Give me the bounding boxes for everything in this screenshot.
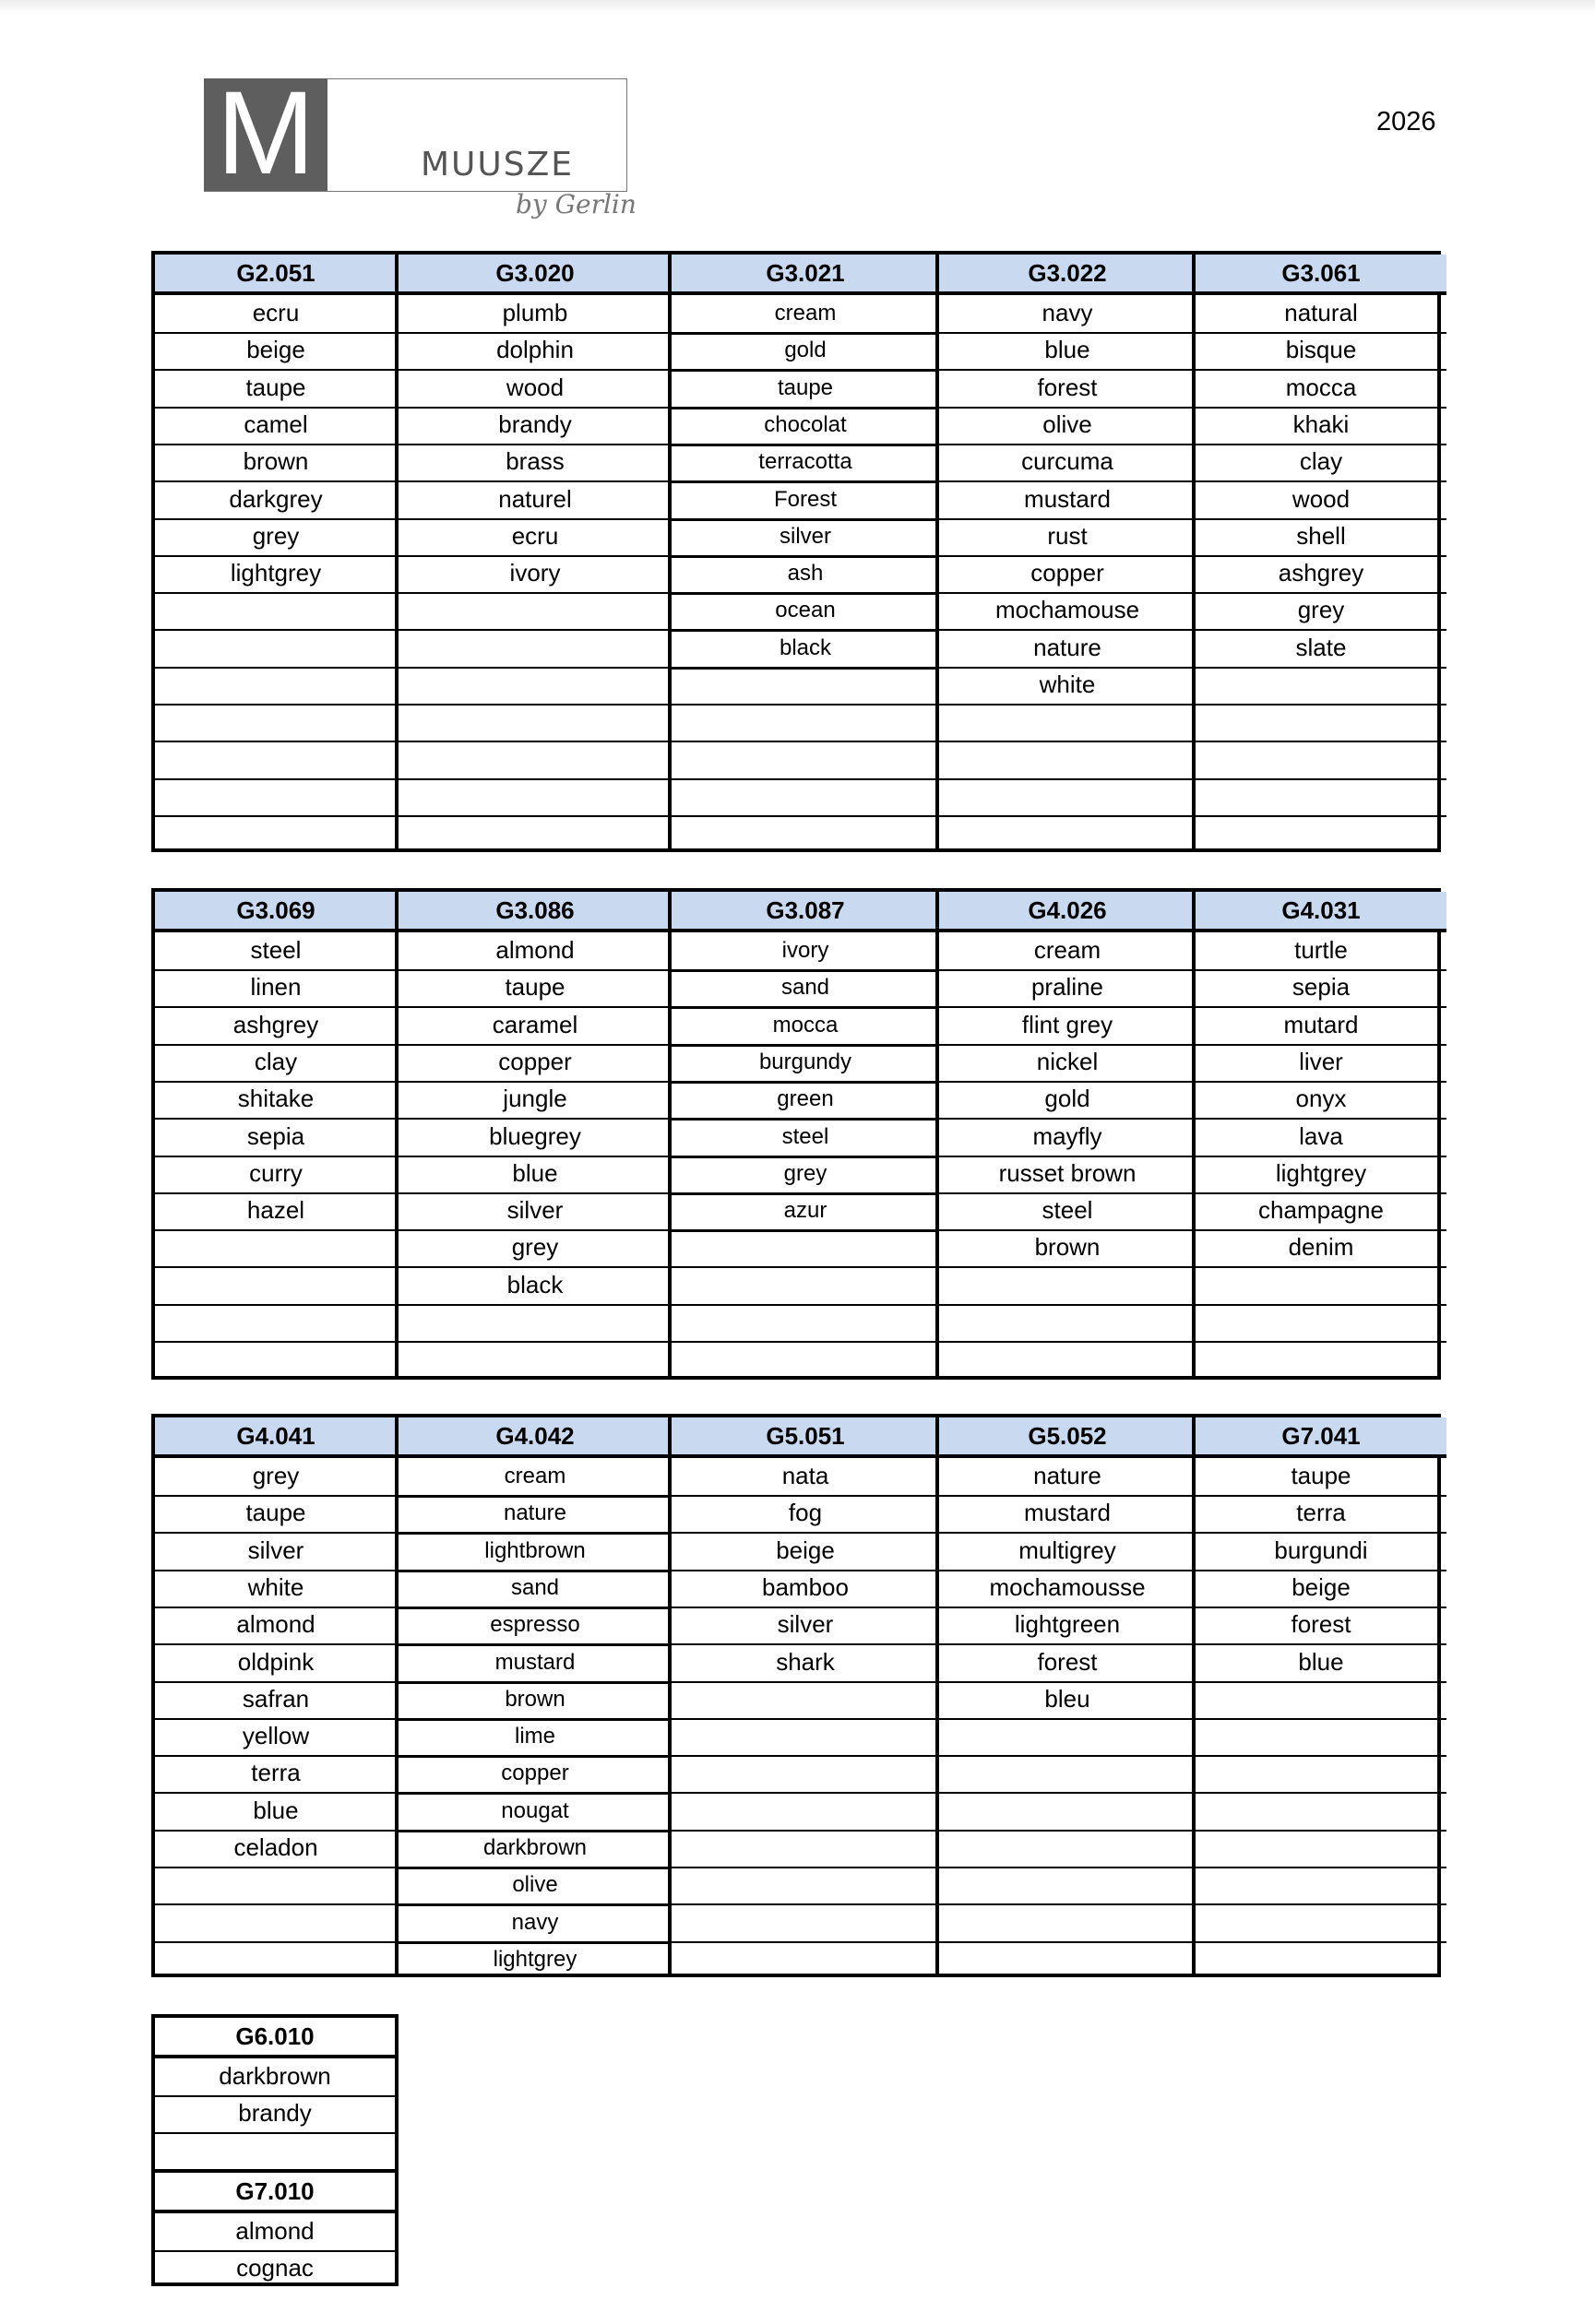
color-column	[1192, 892, 1446, 1376]
color-cell: denim	[1196, 1229, 1446, 1268]
empty-cell	[672, 1867, 939, 1905]
empty-cell	[399, 1341, 672, 1378]
color-table-block	[151, 1414, 1441, 1977]
color-cell: ivory	[399, 555, 672, 594]
empty-cell	[155, 815, 397, 852]
color-cell: nata	[672, 1458, 939, 1497]
empty-cell	[399, 741, 672, 780]
article-code-header: G4.041	[155, 1417, 397, 1458]
empty-cell	[672, 1904, 939, 1943]
color-cell: ecru	[155, 295, 397, 334]
color-cell: terra	[155, 1755, 397, 1794]
color-cell: Forest	[672, 481, 939, 521]
logo-wordmark: MUUSZE	[421, 146, 575, 184]
color-cell: caramel	[399, 1007, 672, 1046]
empty-cell	[1196, 778, 1446, 817]
color-cell: curcuma	[939, 444, 1196, 482]
empty-cell	[672, 667, 939, 706]
color-cell: grey	[1196, 592, 1446, 631]
color-cell: cream	[939, 932, 1196, 971]
article-code-header: G3.021	[672, 255, 939, 295]
color-cell: nickel	[939, 1044, 1196, 1083]
empty-cell	[155, 592, 397, 631]
color-column	[668, 892, 939, 1376]
color-cell: burgundi	[1196, 1533, 1446, 1571]
color-cell: darkbrown	[155, 2058, 395, 2097]
color-column	[668, 255, 939, 848]
empty-cell	[672, 1830, 939, 1868]
empty-cell	[939, 1941, 1196, 1978]
logo-mark	[204, 67, 327, 199]
color-cell: terracotta	[672, 444, 939, 483]
empty-cell	[1196, 1904, 1446, 1943]
color-column	[935, 1417, 1196, 1974]
color-cell: onyx	[1196, 1081, 1446, 1120]
color-cell: lightgrey	[493, 1946, 577, 1972]
color-cell: blue	[939, 332, 1196, 371]
color-cell: white	[155, 1570, 397, 1608]
color-cell: white	[939, 667, 1196, 706]
color-cell: lightgreen	[939, 1607, 1196, 1645]
empty-cell	[1196, 1867, 1446, 1905]
color-cell: black	[672, 630, 939, 670]
article-code-header: G5.052	[939, 1417, 1196, 1458]
color-cell: khaki	[1196, 407, 1446, 445]
empty-cell	[672, 1755, 939, 1794]
color-cell: wood	[399, 370, 672, 409]
color-cell: hazel	[155, 1192, 397, 1231]
article-code-header: G5.051	[672, 1417, 939, 1458]
color-cell: beige	[155, 332, 397, 371]
empty-cell	[939, 1304, 1196, 1343]
empty-cell	[1196, 1267, 1446, 1306]
color-cell: dolphin	[399, 332, 672, 371]
color-cell: safran	[155, 1681, 397, 1720]
article-code-header: G3.061	[1196, 255, 1446, 295]
color-column	[1192, 255, 1446, 848]
color-cell: lightgrey	[155, 555, 397, 594]
color-cell: nature	[939, 1458, 1196, 1497]
color-cell: mustard	[939, 1495, 1196, 1534]
color-cell: mocca	[672, 1007, 939, 1047]
empty-cell	[672, 1341, 939, 1378]
empty-cell	[1196, 1304, 1446, 1343]
color-cell: sand	[672, 969, 939, 1009]
color-cell: bluegrey	[399, 1119, 672, 1157]
color-cell: ashgrey	[155, 1007, 397, 1046]
color-cell: chocolat	[672, 407, 939, 446]
empty-cell	[672, 1681, 939, 1720]
empty-cell	[1196, 1941, 1446, 1978]
color-cell: blue	[399, 1156, 672, 1194]
color-column	[155, 255, 397, 848]
top-shadow	[0, 0, 1595, 13]
empty-cell	[939, 741, 1196, 780]
color-cell: darkgrey	[155, 481, 397, 520]
color-cell: yellow	[155, 1718, 397, 1757]
color-cell: mocca	[1196, 370, 1446, 409]
color-cell: grey	[399, 1229, 672, 1268]
empty-cell	[1196, 1830, 1446, 1868]
empty-cell	[939, 1267, 1196, 1306]
empty-cell	[1196, 704, 1446, 742]
empty-cell	[399, 592, 672, 631]
color-table-block	[151, 888, 1441, 1380]
color-cell: nature	[399, 1495, 672, 1535]
color-cell: bisque	[1196, 332, 1446, 371]
color-cell: silver	[672, 518, 939, 558]
empty-cell	[939, 1867, 1196, 1905]
empty-cell	[939, 815, 1196, 852]
color-cell: clay	[155, 1044, 397, 1083]
empty-cell	[1196, 1681, 1446, 1720]
empty-cell	[399, 1304, 672, 1343]
color-cell: gold	[939, 1081, 1196, 1120]
color-column	[935, 255, 1196, 848]
color-cell: turtle	[1196, 932, 1446, 971]
color-cell: silver	[155, 1533, 397, 1571]
color-cell: oldpink	[155, 1644, 397, 1683]
color-cell: lava	[1196, 1119, 1446, 1157]
color-cell: slate	[1196, 630, 1446, 669]
logo-letter: M	[216, 67, 315, 199]
color-cell: grey	[155, 518, 397, 557]
color-cell: lightgrey	[1196, 1156, 1446, 1194]
color-cell: copper	[399, 1755, 672, 1795]
empty-cell	[399, 815, 672, 852]
article-code-header: G7.010	[155, 2169, 395, 2213]
color-cell: gold	[672, 332, 939, 372]
color-cell: sepia	[155, 1119, 397, 1157]
color-cell: mochamouse	[939, 592, 1196, 631]
empty-cell	[1196, 667, 1446, 706]
empty-cell	[155, 1867, 397, 1905]
article-code-header: G3.020	[399, 255, 672, 295]
color-cell: flint grey	[939, 1007, 1196, 1046]
empty-cell	[1196, 1341, 1446, 1378]
color-cell: taupe	[155, 370, 397, 409]
color-column	[155, 892, 397, 1376]
color-cell: copper	[399, 1044, 672, 1083]
empty-cell	[672, 1793, 939, 1832]
empty-cell	[672, 1267, 939, 1306]
color-cell: silver	[672, 1607, 939, 1645]
empty-cell	[1196, 815, 1446, 852]
color-cell: olive	[399, 1867, 672, 1906]
color-cell: shell	[1196, 518, 1446, 557]
color-cell: nature	[939, 630, 1196, 669]
color-cell: brown	[939, 1229, 1196, 1268]
color-cell: azur	[672, 1192, 939, 1232]
color-cell: brown	[155, 444, 397, 482]
color-column	[935, 892, 1196, 1376]
article-code-header: G4.031	[1196, 892, 1446, 932]
empty-cell	[939, 1904, 1196, 1943]
color-cell: navy	[939, 295, 1196, 334]
empty-cell	[672, 815, 939, 852]
color-cell: darkbrown	[399, 1830, 672, 1869]
color-cell: beige	[672, 1533, 939, 1571]
color-cell: taupe	[399, 969, 672, 1008]
color-cell: lightbrown	[399, 1533, 672, 1572]
color-cell: olive	[939, 407, 1196, 445]
color-cell: forest	[1196, 1607, 1446, 1645]
color-cell: navy	[399, 1904, 672, 1944]
color-cell: blue	[155, 1793, 397, 1832]
article-code-header: G4.026	[939, 892, 1196, 932]
empty-cell	[939, 778, 1196, 817]
color-cell: camel	[155, 407, 397, 445]
color-cell: taupe	[1196, 1458, 1446, 1497]
color-cell: steel	[155, 932, 397, 971]
empty-cell	[155, 1941, 397, 1978]
color-column	[395, 892, 672, 1376]
color-cell: jungle	[399, 1081, 672, 1120]
empty-cell	[939, 1718, 1196, 1757]
empty-cell	[672, 1941, 939, 1978]
color-cell: ivory	[672, 932, 939, 972]
empty-cell	[672, 1304, 939, 1343]
color-cell: green	[672, 1081, 939, 1120]
empty-cell	[155, 630, 397, 669]
color-cell: terra	[1196, 1495, 1446, 1534]
color-cell: bleu	[939, 1681, 1196, 1720]
empty-cell	[939, 1755, 1196, 1794]
empty-cell	[1196, 1755, 1446, 1794]
color-cell: beige	[1196, 1570, 1446, 1608]
article-code-header: G3.069	[155, 892, 397, 932]
color-cell: sand	[399, 1570, 672, 1609]
color-cell: cognac	[236, 2254, 314, 2282]
color-cell: almond	[155, 1607, 397, 1645]
empty-cell	[672, 1718, 939, 1757]
empty-cell	[399, 778, 672, 817]
empty-cell	[155, 704, 397, 742]
color-cell: espresso	[399, 1607, 672, 1646]
color-cell: lime	[399, 1718, 672, 1758]
color-cell: steel	[672, 1119, 939, 1158]
color-cell: brass	[399, 444, 672, 482]
color-cell: brandy	[155, 2095, 395, 2134]
color-cell: ecru	[399, 518, 672, 557]
color-cell: ashgrey	[1196, 555, 1446, 594]
color-cell: fog	[672, 1495, 939, 1534]
color-cell: clay	[1196, 444, 1446, 482]
color-cell: forest	[939, 1644, 1196, 1683]
color-cell: rust	[939, 518, 1196, 557]
color-cell: black	[399, 1267, 672, 1306]
color-cell: taupe	[155, 1495, 397, 1534]
empty-cell	[155, 741, 397, 780]
color-cell: mutard	[1196, 1007, 1446, 1046]
color-cell: shitake	[155, 1081, 397, 1120]
article-code-header: G6.010	[155, 2018, 395, 2058]
color-column	[395, 1417, 672, 1974]
empty-cell	[672, 778, 939, 817]
empty-cell	[155, 1341, 397, 1378]
empty-cell	[672, 704, 939, 742]
empty-cell	[939, 1793, 1196, 1832]
empty-cell	[399, 630, 672, 669]
color-cell: copper	[939, 555, 1196, 594]
color-cell: multigrey	[939, 1533, 1196, 1571]
color-cell: shark	[672, 1644, 939, 1683]
article-code-header: G7.041	[1196, 1417, 1446, 1458]
color-cell: linen	[155, 969, 397, 1008]
color-cell: mayfly	[939, 1119, 1196, 1157]
color-cell: grey	[155, 1458, 397, 1497]
empty-cell	[1196, 1793, 1446, 1832]
empty-cell	[399, 704, 672, 742]
empty-cell	[672, 1229, 939, 1268]
color-cell: champagne	[1196, 1192, 1446, 1231]
article-code-header: G3.086	[399, 892, 672, 932]
color-cell: naturel	[399, 481, 672, 520]
color-cell: mustard	[939, 481, 1196, 520]
color-cell: sepia	[1196, 969, 1446, 1008]
muusze-logo	[204, 67, 637, 219]
empty-cell	[155, 2132, 395, 2169]
empty-cell	[1196, 741, 1446, 780]
article-code-header: G3.022	[939, 255, 1196, 295]
color-cell: curry	[155, 1156, 397, 1194]
empty-cell	[1196, 1718, 1446, 1757]
color-cell: grey	[672, 1156, 939, 1195]
empty-cell	[399, 667, 672, 706]
color-column	[395, 255, 672, 848]
color-table-block	[151, 251, 1441, 852]
color-column	[155, 1417, 397, 1974]
color-cell: almond	[155, 2213, 395, 2252]
color-cell: mustard	[399, 1644, 672, 1684]
color-column	[668, 1417, 939, 1974]
color-cell: nougat	[399, 1793, 672, 1832]
empty-cell	[672, 741, 939, 780]
empty-cell	[155, 1304, 397, 1343]
empty-cell	[939, 1341, 1196, 1378]
article-code-header: G4.042	[399, 1417, 672, 1458]
article-code-header: G2.051	[155, 255, 397, 295]
color-cell: wood	[1196, 481, 1446, 520]
logo-tagline: by Gerlin	[516, 189, 637, 219]
color-cell: taupe	[672, 370, 939, 409]
year-label: 2026	[1376, 107, 1436, 136]
color-cell: liver	[1196, 1044, 1446, 1083]
color-cell: cream	[672, 295, 939, 335]
color-cell: brown	[399, 1681, 672, 1721]
color-cell: almond	[399, 932, 672, 971]
color-cell: cream	[399, 1458, 672, 1498]
empty-cell	[155, 1904, 397, 1943]
color-cell: mochamousse	[939, 1570, 1196, 1608]
empty-cell	[939, 704, 1196, 742]
empty-cell	[155, 778, 397, 817]
color-cell: natural	[1196, 295, 1446, 334]
empty-cell	[155, 667, 397, 706]
color-cell: steel	[939, 1192, 1196, 1231]
color-cell: russet brown	[939, 1156, 1196, 1194]
color-column	[1192, 1417, 1446, 1974]
color-cell: blue	[1196, 1644, 1446, 1683]
color-cell: celadon	[155, 1830, 397, 1868]
color-cell: ash	[672, 555, 939, 595]
color-cell: forest	[939, 370, 1196, 409]
empty-cell	[155, 1229, 397, 1268]
color-cell: bamboo	[672, 1570, 939, 1608]
small-color-table	[151, 2014, 399, 2286]
color-cell: burgundy	[672, 1044, 939, 1084]
color-cell: plumb	[399, 295, 672, 334]
article-code-header: G3.087	[672, 892, 939, 932]
color-cell: silver	[399, 1192, 672, 1231]
empty-cell	[939, 1830, 1196, 1868]
empty-cell	[155, 1267, 397, 1306]
color-cell: praline	[939, 969, 1196, 1008]
color-cell: ocean	[672, 592, 939, 632]
color-cell: brandy	[399, 407, 672, 445]
